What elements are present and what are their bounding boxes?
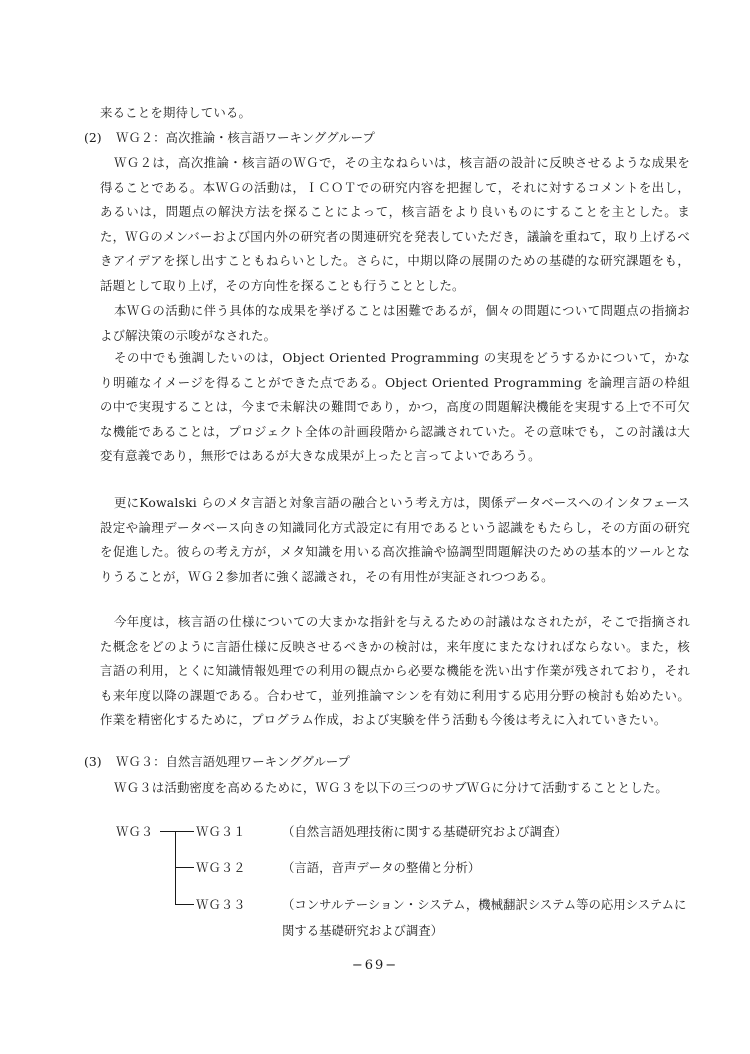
section-3-paragraph: ＷＧ３は活動密度を高めるために，ＷＧ３を以下の三つのサブＷＧに分けて活動することとした。: [114, 780, 668, 795]
subgroup-description: （コンサルテーション・システム，機械翻訳システム等の応用システムに関する基礎研究および調査）: [282, 897, 687, 938]
section-2-paragraph-3: その中でも強調したいのは，Object Oriented Programming の実現をどうするかについて，かなり明確なイメージを得ることができた点である。Object Oriented Programming を論理言語の枠組の中で実現することは，今まで未解決の難問であり，かつ，高度の問題解決機能を実現する上で不可欠な機能であることは，プロジェクト全体の計画段階から認識されていた。その意味でも，この討議は大変有意義であり，無形ではあるが大きな成果が上ったと言ってよいであろう。: [100, 350, 691, 464]
intro-line: 来ることを期待している。: [100, 105, 252, 120]
tree-branch-2: [175, 867, 194, 868]
section-2-paragraph-5: 今年度は，核言語の仕様についての大まかな指針を与えるための討議はなされたが，そこで指摘された概念をどのように言語仕様に反映させるべきかの検討は，来年度にまたなければならない。また，核言語の利用，とくに知識情報処理での利用の観点から必要な機能を洗い出す作業が残されており，それも来年度以降の課題である。合わせて，並列推論マシンを有効に利用する応用分野の検討も始めたい。作業を精密化するために，プログラム作成，および実験を伴う活動も今後は考えに入れていきたい。: [100, 614, 690, 728]
tree-root-label: ＷＧ３: [116, 824, 154, 839]
subgroup-id: ＷＧ３２: [196, 860, 246, 875]
section-3-number: (3): [84, 754, 102, 769]
section-2-paragraph-1: ＷＧ２は，高次推論・核言語のＷＧで，その主なねらいは，核言語の設計に反映させるような成果を得ることである。本ＷＧの活動は，ＩＣＯＴでの研究内容を把握して，それに対するコメントを出し，あるいは，問題点の解決方法を探ることによって，核言語をより良いものにすることを主とした。また，ＷＧのメンバーおよび国内外の研究者の関連研究を発表していただき，議論を重ねて，取り上げるべきアイデアを探し出すこともねらいとした。さらに，中期以降の展開のための基礎的な研究課題をも，話題として取り上げ，その方向性を探ることも行うこととした。: [100, 155, 690, 293]
section-2-paragraph-4: 更にKowalski らのメタ言語と対象言語の融合という考え方は，関係データベースへのインタフェース設定や論理データベース向きの知識同化方式設定に有用であるという認識をもたらし，その方面の研究を促進した。彼らの考え方が，メタ知識を用いる高次推論や協調型問題解決のための基本的ツールとなりうることが，ＷＧ２参加者に強く認識され，その有用性が実証されつつある。: [100, 495, 690, 584]
tree-branch-3: [175, 904, 194, 905]
section-2-paragraph-2: 本ＷＧの活動に伴う具体的な成果を挙げることは困難であるが，個々の問題について問題点の指摘および解決策の示唆がなされた。: [100, 303, 690, 343]
tree-connector: [160, 831, 194, 832]
subgroup-id: ＷＧ３１: [196, 824, 246, 839]
page-number: −69−: [351, 958, 399, 973]
tree-trunk: [175, 831, 176, 905]
section-3-title: ＷＧ３：自然言語処理ワーキンググループ: [116, 754, 351, 769]
section-2-number: (2): [84, 130, 102, 145]
subgroup-description: （自然言語処理技術に関する基礎研究および調査）: [282, 824, 567, 839]
subgroup-id: ＷＧ３３: [196, 897, 246, 912]
section-2-title: ＷＧ２：高次推論・核言語ワーキンググループ: [116, 130, 375, 145]
subgroup-description: （言語，音声データの整備と分析）: [282, 860, 481, 875]
